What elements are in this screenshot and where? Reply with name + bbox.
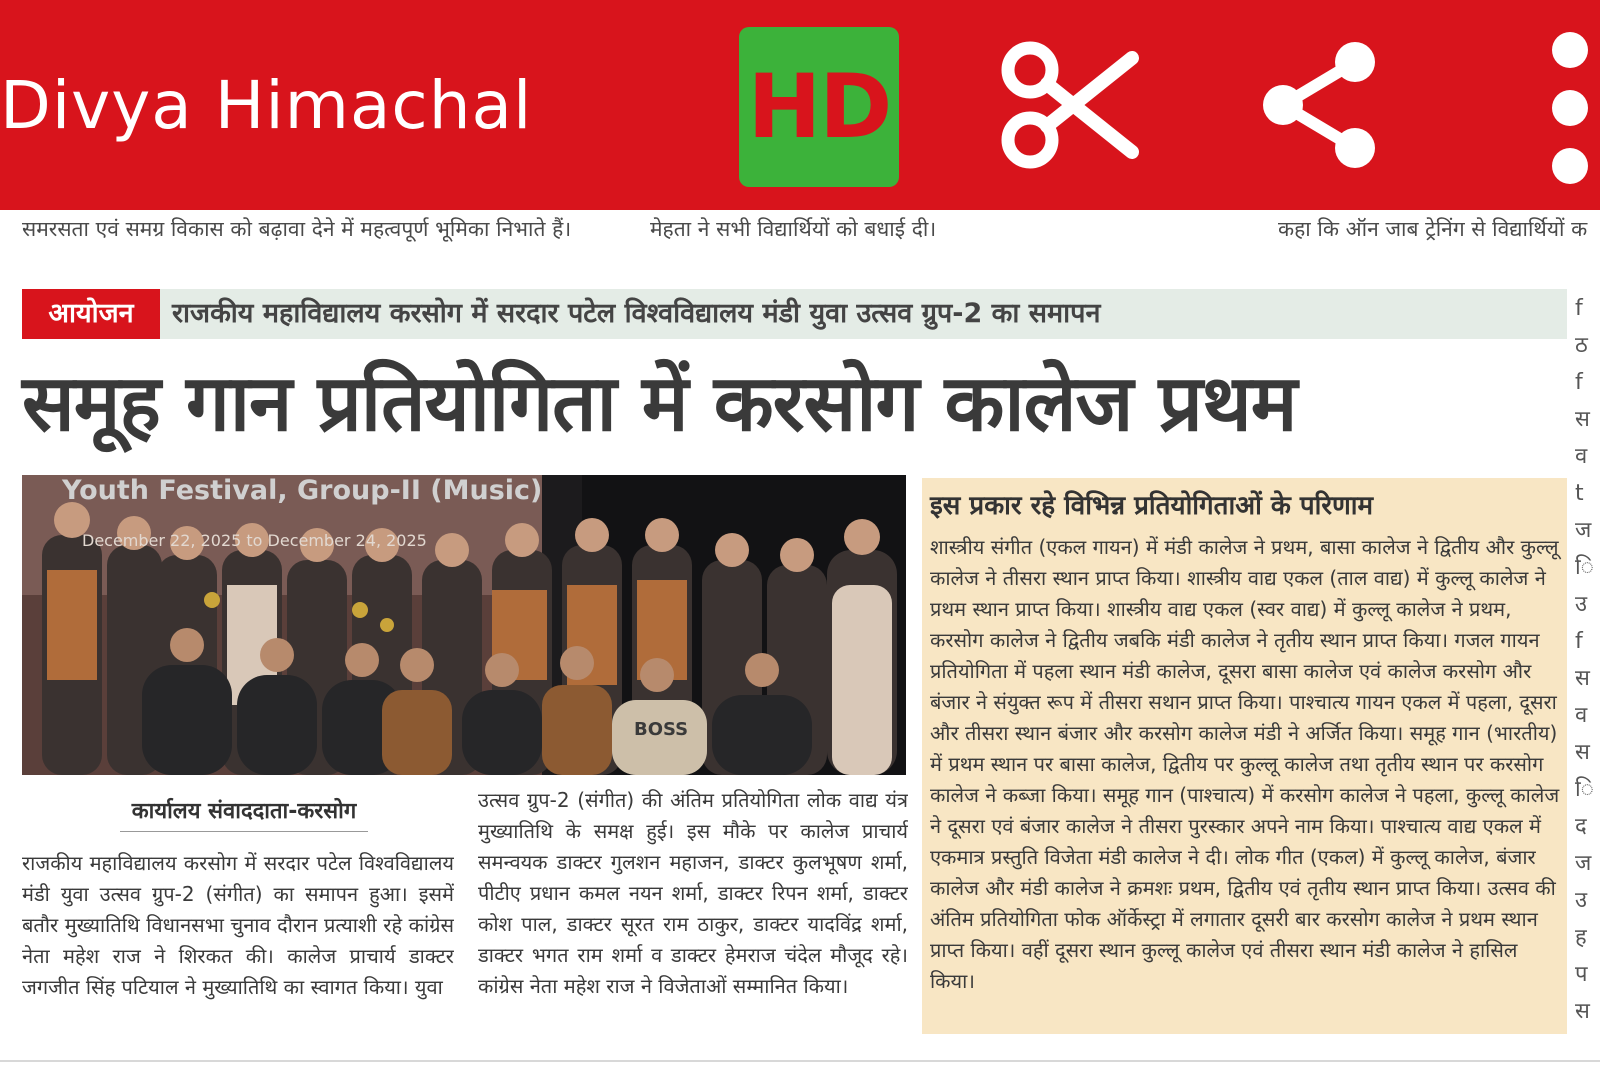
edge-glyph: उ	[1575, 888, 1588, 913]
edge-glyph: ठ	[1575, 333, 1588, 358]
results-title: इस प्रकार रहे विभिन्न प्रतियोगिताओं के परिणाम	[930, 491, 1374, 521]
more-vertical-icon[interactable]	[1545, 28, 1595, 188]
edge-glyph: ि	[1575, 777, 1594, 802]
next-column-fragment	[1575, 290, 1600, 1050]
edge-glyph: उ	[1575, 592, 1588, 617]
kicker-bar	[22, 289, 1567, 339]
hd-button[interactable]	[739, 27, 899, 187]
edge-glyph: f	[1575, 370, 1583, 395]
photo-shirt-text: BOSS	[634, 719, 689, 740]
share-icon[interactable]	[1255, 40, 1385, 170]
edge-glyph: प	[1575, 962, 1588, 987]
edge-glyph: व	[1575, 444, 1588, 469]
app-bar	[0, 0, 1600, 210]
kicker-tag: आयोजन	[22, 289, 160, 339]
edge-glyph: व	[1575, 703, 1588, 728]
edge-glyph: स	[1575, 666, 1590, 691]
headline: समूह गान प्रतियोगिता में करसोग कालेज प्रथम	[22, 359, 1297, 449]
prev-article-text-3: कहा कि ऑन जाब ट्रेनिंग से विद्यार्थियों क	[1278, 217, 1588, 241]
edge-glyph: ह	[1575, 925, 1587, 950]
article-photo	[22, 475, 906, 775]
app-title: Divya Himachal	[0, 67, 533, 144]
article-column-1: राजकीय महाविद्यालय करसोग में सरदार पटेल विश्वविद्यालय मंडी युवा उत्सव ग्रुप-2 (संगीत) का समापन हुआ। इसमें बतौर मुख्यातिथि विधानसभा चुनाव दौरान प्रत्याशी रहे कांग्रेस नेता महेश राज ने शिरकत की। कालेज प्राचार्य डाक्टर जगजीत सिंह पटियाल ने मुख्यातिथि का स्वागत किया। युवा	[22, 851, 454, 999]
edge-glyph: f	[1575, 629, 1583, 654]
edge-glyph: द	[1575, 814, 1587, 839]
scissors-icon[interactable]	[1000, 40, 1140, 170]
edge-glyph: ज	[1575, 851, 1592, 876]
edge-glyph: t	[1575, 481, 1584, 506]
article-column-2: उत्सव ग्रुप-2 (संगीत) की अंतिम प्रतियोगिता लोक वाद्य यंत्र मुख्यातिथि के समक्ष हुई। इस मौके पर कालेज प्राचार्य समन्वयक डाक्टर गुलशन महाजन, डाक्टर कुलभूषण शर्मा, पीटीए प्रधान कमल नयन शर्मा, डाक्टर रिपन शर्मा, डाक्टर कोश पाल, डाक्टर सूरत राम ठाकुर, डाक्टर यादविंद्र शर्मा, डाक्टर भगत राम शर्मा व डाक्टर हेमराज चंदेल मौजूद रहे। कांग्रेस नेता महेश राज ने विजेताओं सम्मानित किया।	[478, 788, 908, 998]
edge-glyph: f	[1575, 296, 1583, 321]
edge-glyph: ि	[1575, 555, 1594, 580]
edge-glyph: ज	[1575, 518, 1592, 543]
divider	[0, 1060, 1600, 1062]
photo-banner-dates: December 22, 2025 to December 24, 2025	[82, 531, 427, 550]
edge-glyph: स	[1575, 999, 1590, 1024]
results-box	[922, 478, 1567, 1034]
group-photo-illustration	[22, 475, 906, 775]
subheading: राजकीय महाविद्यालय करसोग में सरदार पटेल विश्वविद्यालय मंडी युवा उत्सव ग्रुप-2 का समापन	[172, 298, 1101, 329]
prev-article-text-2: मेहता ने सभी विद्यार्थियों को बधाई दी।	[650, 217, 937, 241]
hd-label: HD	[747, 55, 891, 158]
edge-glyph: स	[1575, 407, 1590, 432]
edge-glyph: स	[1575, 740, 1590, 765]
byline: कार्यालय संवाददाता-करसोग	[120, 795, 368, 832]
prev-article-text-1: समरसता एवं समग्र विकास को बढ़ावा देने में महत्वपूर्ण भूमिका निभाते हैं।	[22, 217, 572, 241]
photo-banner-text: Youth Festival, Group-II (Music)	[62, 475, 543, 506]
results-body: शास्त्रीय संगीत (एकल गायन) में मंडी कालेज ने प्रथम, बासा कालेज ने द्वितीय और कुल्लू कालेज ने तीसरा स्थान प्राप्त किया। शास्त्रीय वाद्य एकल (ताल वाद्य) में कुल्लू कालेज ने प्रथम स्थान प्राप्त किया। शास्त्रीय वाद्य एकल (स्वर वाद्य) में कुल्लू कालेज ने प्रथम, करसोग कालेज ने द्वितीय जबकि मंडी कालेज ने तृतीय स्थान प्राप्त किया। गजल गायन प्रतियोगिता में पहला स्थान मंडी कालेज, दूसरा बासा कालेज एवं कालेज करसोग और बंजार ने संयुक्त रूप में तीसरा सथान प्राप्त किया। पाश्चात्य गायन एकल में पहला, दूसरा और तीसरा स्थान बंजार और करसोग कालेज मंडी ने अर्जित किया। समूह गान (भारतीय) में प्रथम स्थान पर बासा कालेज, द्वितीय पर कुल्लू कालेज तथा तृतीय स्थान पर करसोग कालेज ने कब्जा किया। समूह गान (पाश्चात्य) में करसोग कालेज ने पहला, कुल्लू कालेज ने दूसरा एवं बंजार कालेज ने तीसरा पुरस्कार अपने नाम किया। पाश्चात्य वाद्य एकल में एकमात्र प्रस्तुति विजेता मंडी कालेज ने दी। लोक गीत (एकल) में कुल्लू कालेज, बंजार कालेज और मंडी कालेज ने क्रमशः प्रथम, द्वितीय एवं तृतीय स्थान प्राप्त किया। उत्सव की अंतिम प्रतियोगिता फोक ऑर्केस्ट्रा में लगातार दूसरी बार करसोग कालेज ने प्रथम स्थान प्राप्त किया। वहीं दूसरा स्थान कुल्लू कालेज एवं तीसरा स्थान मंडी कालेज ने हासिल किया।	[930, 535, 1560, 993]
